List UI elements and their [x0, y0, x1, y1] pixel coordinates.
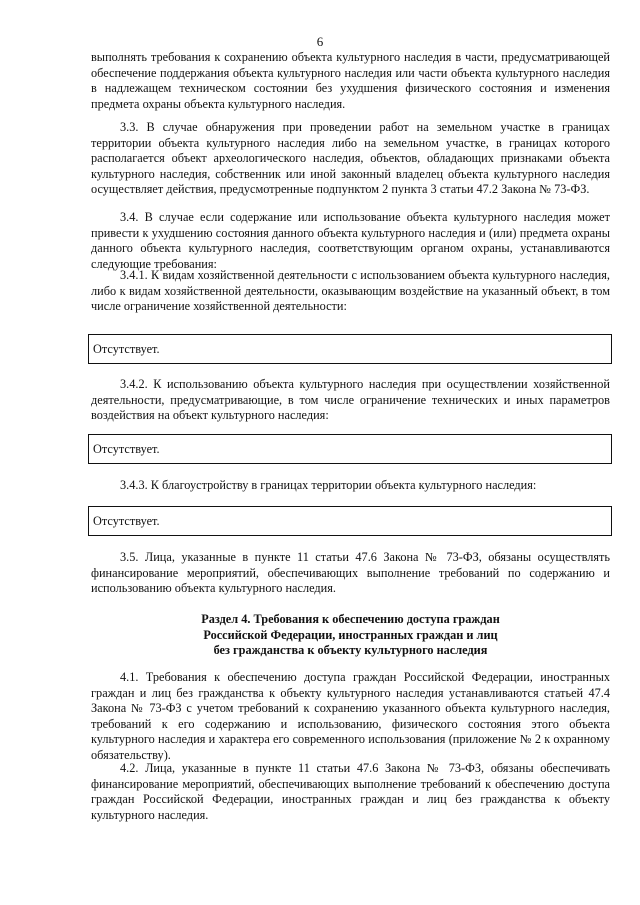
section-heading-line: без гражданства к объекту культурного наследия	[213, 643, 488, 657]
requirement-box-3: Отсутствует.	[88, 506, 612, 536]
paragraph-3-4-3: 3.4.3. К благоустройству в границах территории объекта культурного наследия:	[120, 478, 537, 492]
section-heading-line: Российской Федерации, иностранных граждан и лиц	[203, 627, 498, 642]
requirement-box-1: Отсутствует.	[88, 334, 612, 364]
section-heading	[91, 612, 610, 659]
paragraph-3-4-2: 3.4.2. К использованию объекта культурного наследия при осуществлении хозяйственной деятельности, предусматривающие, в том числе ограничение технических и иных параметров воздействия на объект культурного наследия:	[91, 377, 610, 422]
paragraph-continuation: выполнять требования к сохранению объекта культурного наследия в части, предусматривающей обеспечение поддержания объекта культурного наследия или части объекта культурного наследия в надлежащем техническом состоянии без ухудшения физического состояния и изменения предмета охраны объекта культурного наследия.	[91, 50, 610, 111]
paragraph-3-5: 3.5. Лица, указанные в пункте 11 статьи 47.6 Закона № 73-ФЗ, обязаны осуществлять финансирование мероприятий, обеспечивающих выполнение требований по содержанию и использованию объекта культурного наследия.	[91, 550, 610, 595]
requirement-box-2: Отсутствует.	[88, 434, 612, 464]
paragraph-4-2: 4.2. Лица, указанные в пункте 11 статьи 47.6 Закона № 73-ФЗ, обязаны обеспечивать финансирование мероприятий, обеспечивающих выполнение требований к обеспечению доступа граждан Российской Федерации, иностранных граждан и лиц без гражданства к объекту культурного наследия.	[91, 761, 610, 822]
page-number: 6	[316, 34, 324, 49]
paragraph-4-1: 4.1. Требования к обеспечению доступа граждан Российской Федерации, иностранных граждан и лиц без гражданства к объекту культурного наследия устанавливаются статьей 47.4 Закона № 73-ФЗ с учетом требований к сохранению указанного объекта культурного наследия, требований к его содержанию и использованию, физического состояния этого объекта культурного наследия и характера его современного использования (приложение № 2 к охранному обязательству).	[91, 670, 610, 762]
paragraph-3-3: 3.3. В случае обнаружения при проведении работ на земельном участке в границах территории объекта культурного наследия либо на земельном участке, в границах которого располагается объект археологического наследия, объектов, обладающих признаками объекта культурного наследия, собственник или иной законный владелец объекта культурного наследия осуществляет действия, предусмотренные подпунктом 2 пункта 3 статьи 47.2 Закона № 73-ФЗ.	[91, 120, 610, 196]
section-heading-line: Раздел 4. Требования к обеспечению доступа граждан	[201, 612, 500, 626]
paragraph-3-4-1: 3.4.1. К видам хозяйственной деятельности с использованием объекта культурного наследия, либо к видам хозяйственной деятельности, оказывающим воздействие на указанный объект, в том числе ограничение хозяйственной деятельности:	[91, 268, 610, 313]
paragraph-3-4: 3.4. В случае если содержание или использование объекта культурного наследия может привести к ухудшению состояния данного объекта культурного наследия и (или) предмета охраны данного объекта культурного наследия, соответствующим органом охраны, устанавливаются следующие требования:	[91, 210, 610, 271]
